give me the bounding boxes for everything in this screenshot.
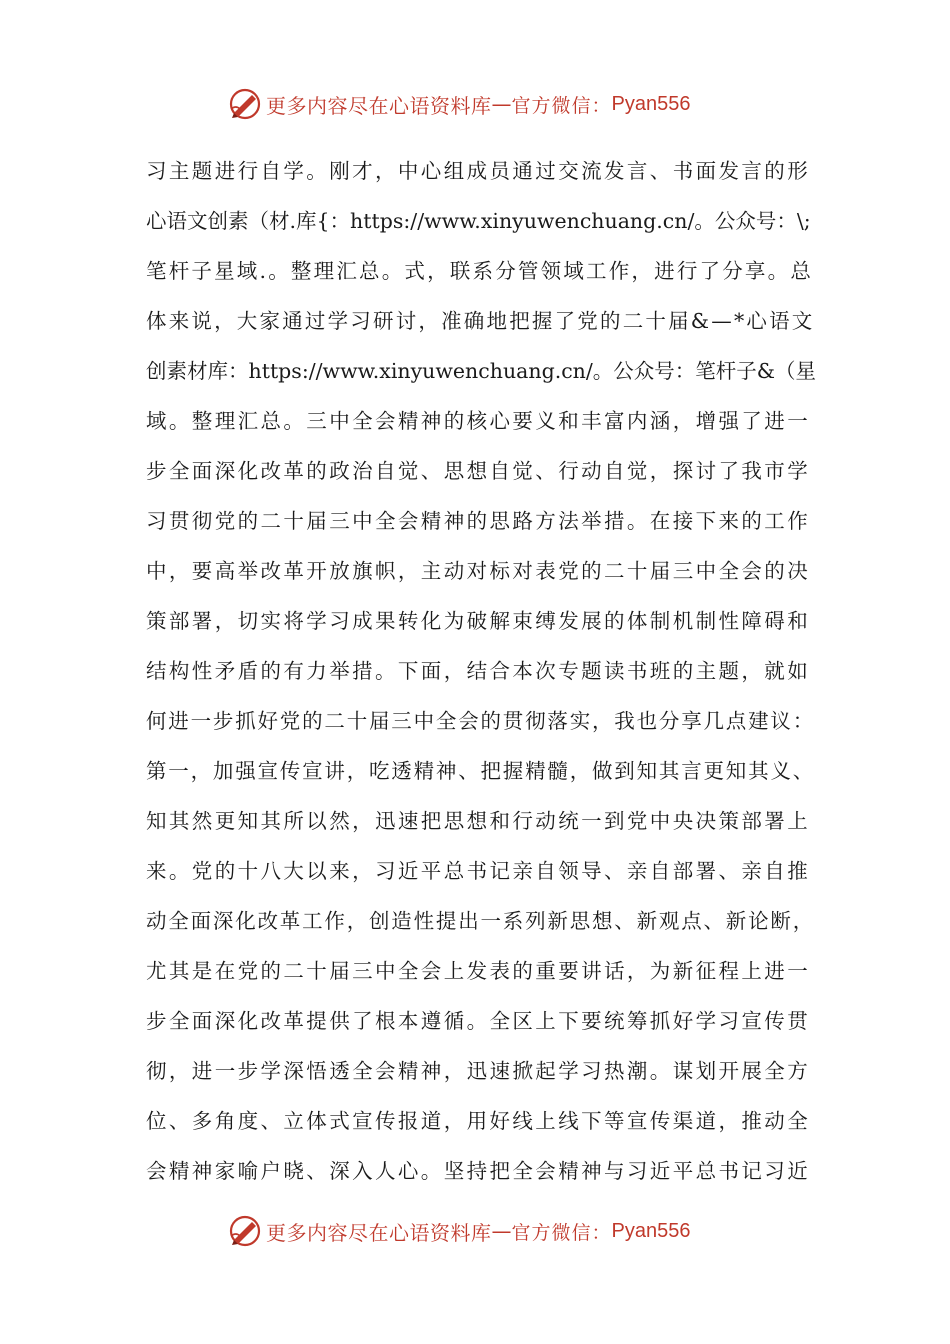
text-line: 知其然更知其所以然，迅速把思想和行动统一到党中央决策部署上 (146, 809, 811, 833)
text-line: 步全面深化改革提供了根本遵循。全区上下要统筹抓好学习宣传贯 (146, 1009, 811, 1033)
banner-wechat-id: Pyan556 (611, 1219, 691, 1242)
document-body (146, 146, 816, 1196)
text-line: 中，要高举改革开放旗帜，主动对标对表党的二十届三中全会的决 (146, 559, 811, 583)
header-banner (228, 84, 690, 124)
banner-slogan: 更多内容尽在心语资料库 (266, 93, 492, 118)
banner-wechat-label: 官方微信： (511, 94, 612, 117)
text-line: 动全面深化改革工作，创造性提出一系列新思想、新观点、新论断， (146, 909, 815, 933)
pen-logo-icon (228, 87, 262, 121)
text-line: 第一，加强宣传宣讲，吃透精神、把握精髓，做到知其言更知其义、 (146, 759, 815, 783)
text-line: 习主题进行自学。刚才，中心组成员通过交流发言、书面发言的形 (146, 159, 811, 183)
banner-wechat-label: 官方微信： (511, 1221, 612, 1244)
banner-dash: — (491, 1219, 512, 1243)
text-line: 结构性矛盾的有力举措。下面，结合本次专题读书班的主题，就如 (146, 659, 811, 683)
text-line: 来。党的十八大以来，习近平总书记亲自领导、亲自部署、亲自推 (146, 859, 811, 883)
pen-logo-icon (228, 1214, 262, 1248)
text-line: 位、多角度、立体式宣传报道，用好线上线下等宣传渠道，推动全 (146, 1109, 811, 1133)
text-line: 步全面深化改革的政治自觉、思想自觉、行动自觉，探讨了我市学 (146, 459, 811, 483)
text-line: 域。整理汇总。三中全会精神的核心要义和丰富内涵，增强了进一 (146, 409, 811, 433)
banner-slogan: 更多内容尽在心语资料库 (266, 1220, 492, 1245)
text-line: 习贯彻党的二十届三中全会精神的思路方法举措。在接下来的工作 (146, 509, 811, 533)
text-line: 笔杆子星域.。整理汇总。式，联系分管领域工作，进行了分享。总 (146, 259, 814, 283)
text-line: 会精神家喻户晓、深入人心。坚持把全会精神与习近平总书记习近 (146, 1159, 811, 1183)
text-line: 策部署，切实将学习成果转化为破解束缚发展的体制机制性障碍和 (146, 609, 811, 633)
text-line: 心语文创素（材.库{：https://www.xinyuwenchuang.cn/。公众号：\; (146, 209, 811, 233)
text-line: 创素材库：https://www.xinyuwenchuang.cn/。公众号：笔杆子&（星 (146, 359, 817, 383)
banner-dash: — (491, 92, 512, 116)
text-line: 体来说，大家通过学习研讨，准确地把握了党的二十届&—*心语文 (146, 309, 815, 333)
text-line: 何进一步抓好党的二十届三中全会的贯彻落实，我也分享几点建议： (146, 709, 815, 733)
text-line: 彻，进一步学深悟透全会精神，迅速掀起学习热潮。谋划开展全方 (146, 1059, 811, 1083)
text-line: 尤其是在党的二十届三中全会上发表的重要讲话，为新征程上进一 (146, 959, 811, 983)
banner-wechat-id: Pyan556 (611, 92, 691, 115)
footer-banner (228, 1211, 690, 1251)
